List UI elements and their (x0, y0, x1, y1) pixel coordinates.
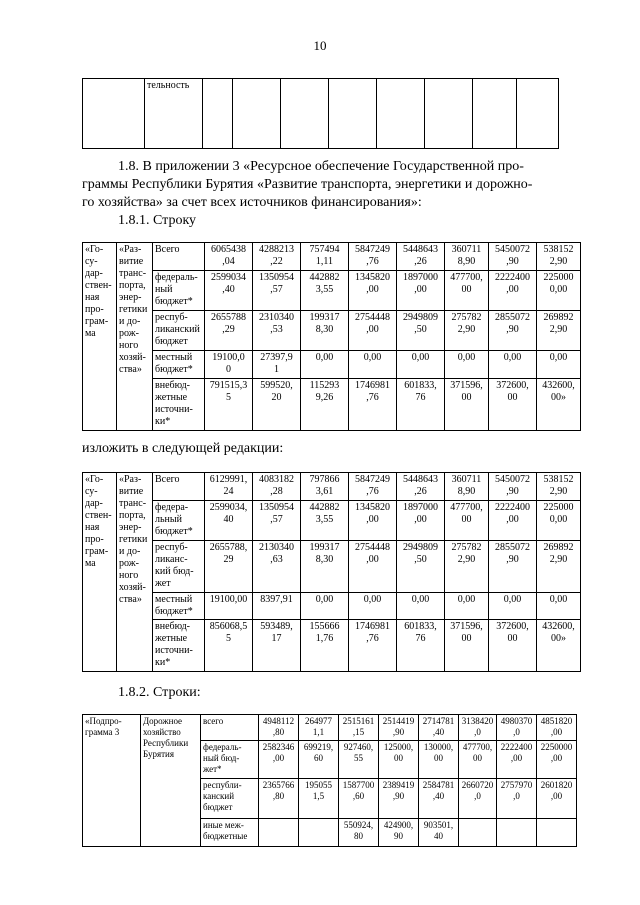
value-cell: 1746981 ,76 (349, 620, 397, 672)
source-label: федера- льный бюджет* (153, 501, 205, 541)
value-cell: 1350954 ,57 (253, 271, 301, 311)
value-cell: 19100,00 (205, 593, 253, 620)
table-cell (281, 79, 329, 149)
value-cell: 0,00 (397, 351, 445, 379)
value-cell: 360711 8,90 (445, 243, 489, 271)
value-cell: 2222400 ,00 (489, 271, 537, 311)
value-cell: 0,00 (397, 593, 445, 620)
value-cell: 593489, 17 (253, 620, 301, 672)
value-cell: 477700, 00 (445, 271, 489, 311)
value-cell: 927460, 55 (339, 741, 379, 779)
table-cell: тельность (145, 79, 203, 149)
source-label: респуб- ликанс- кий бюд- жет (153, 541, 205, 593)
subprogram-name-cell: «Подпро- грамма 3 (83, 715, 141, 847)
value-cell: 2714781 ,40 (419, 715, 459, 741)
table-cell (377, 79, 425, 149)
value-cell: 477700, 00 (445, 501, 489, 541)
value-cell: 372600, 00 (489, 620, 537, 672)
value-cell: 1350954 ,57 (253, 501, 301, 541)
value-cell: 2222400 ,00 (489, 501, 537, 541)
value-cell: 699219, 60 (299, 741, 339, 779)
value-cell: 2660720 ,0 (459, 779, 497, 819)
value-cell (537, 819, 577, 847)
value-cell: 2515161 ,15 (339, 715, 379, 741)
value-cell: 2949809 ,50 (397, 311, 445, 351)
value-cell: 195055 1,5 (299, 779, 339, 819)
value-cell: 797866 3,61 (301, 473, 349, 501)
value-cell: 6065438 ,04 (205, 243, 253, 271)
table-cell (473, 79, 517, 149)
value-cell (497, 819, 537, 847)
paragraph-1-8 (82, 158, 562, 212)
value-cell: 3138420 ,0 (459, 715, 497, 741)
value-cell: 2855072 ,90 (489, 311, 537, 351)
value-cell: 199317 8,30 (301, 541, 349, 593)
value-cell: 442882 3,55 (301, 501, 349, 541)
value-cell: 2655788 ,29 (205, 311, 253, 351)
value-cell: 2365766 ,80 (259, 779, 299, 819)
value-cell: 2599034, 40 (205, 501, 253, 541)
value-cell: 275782 2,90 (445, 311, 489, 351)
value-cell: 538152 2,90 (537, 473, 581, 501)
value-cell: 4948112 ,80 (259, 715, 299, 741)
value-cell: 0,00 (445, 593, 489, 620)
value-cell: 371596, 00 (445, 620, 489, 672)
value-cell: 371596, 00 (445, 379, 489, 431)
resource-table-new (82, 472, 581, 672)
paragraph-redaction: изложить в следующей редакции: (82, 441, 284, 456)
resource-table-old (82, 242, 581, 431)
value-cell: 2655788, 29 (205, 541, 253, 593)
source-label: федераль- ный бюд- жет* (201, 741, 259, 779)
value-cell: 5450072 ,90 (489, 473, 537, 501)
value-cell: 2514419 ,90 (379, 715, 419, 741)
value-cell: 264977 1,1 (299, 715, 339, 741)
value-cell: 2754448 ,00 (349, 311, 397, 351)
value-cell: 601833, 76 (397, 379, 445, 431)
value-cell: 360711 8,90 (445, 473, 489, 501)
value-cell: 19100,0 0 (205, 351, 253, 379)
value-cell: 4851820 ,00 (537, 715, 577, 741)
value-cell: 601833, 76 (397, 620, 445, 672)
subprogram-table (82, 714, 577, 847)
value-cell: 599520, 20 (253, 379, 301, 431)
source-label: местный бюджет* (153, 593, 205, 620)
value-cell: 1897000 ,00 (397, 501, 445, 541)
value-cell: 2250000 ,00 (537, 741, 577, 779)
value-cell: 0,00 (537, 593, 581, 620)
source-label: федераль- ный бюджет* (153, 271, 205, 311)
value-cell: 1897000 ,00 (397, 271, 445, 311)
value-cell: 442882 3,55 (301, 271, 349, 311)
value-cell: 0,00 (301, 351, 349, 379)
value-cell: 5448643 ,26 (397, 473, 445, 501)
program-title-cell: «Раз- витие транс- порта, энер- гетики и до- рож- ного хозяй- ства» (117, 473, 153, 672)
program-name-cell: «Го- су- дар- ствен- ная про- грам- ма (83, 473, 117, 672)
value-cell: 4288213 ,22 (253, 243, 301, 271)
source-label: респуб- ликанский бюджет (153, 311, 205, 351)
value-cell: 2599034 ,40 (205, 271, 253, 311)
source-label: республи- канский бюджет (201, 779, 259, 819)
value-cell: 0,00 (349, 593, 397, 620)
value-cell: 2130340 ,63 (253, 541, 301, 593)
paragraph-line: 1.8. В приложении 3 «Ресурсное обеспечение Государственной про- (118, 159, 524, 174)
subprogram-title-cell: Дорожное хозяйство Республики Бурятия (141, 715, 201, 847)
value-cell: 477700, 00 (459, 741, 497, 779)
value-cell: 2949809 ,50 (397, 541, 445, 593)
value-cell: 0,00 (349, 351, 397, 379)
value-cell: 538152 2,90 (537, 243, 581, 271)
paragraph-line: граммы Республики Бурятия «Развитие транспорта, энергетики и дорожно- (82, 177, 533, 192)
value-cell (259, 819, 299, 847)
value-cell: 5448643 ,26 (397, 243, 445, 271)
table-cell (517, 79, 559, 149)
value-cell: 115293 9,26 (301, 379, 349, 431)
value-cell: 6129991, 24 (205, 473, 253, 501)
value-cell: 0,00 (489, 351, 537, 379)
value-cell (459, 819, 497, 847)
value-cell: 269892 2,90 (537, 311, 581, 351)
value-cell: 155666 1,76 (301, 620, 349, 672)
paragraph-1-8-2: 1.8.2. Строки: (118, 685, 201, 700)
table-cell (425, 79, 473, 149)
value-cell: 2754448 ,00 (349, 541, 397, 593)
source-label: иные меж- бюджетные (201, 819, 259, 847)
value-cell: 2757970 ,0 (497, 779, 537, 819)
value-cell: 4980370 ,0 (497, 715, 537, 741)
value-cell: 550924, 80 (339, 819, 379, 847)
value-cell: 372600, 00 (489, 379, 537, 431)
value-cell: 2222400 ,00 (497, 741, 537, 779)
source-label: всего (201, 715, 259, 741)
value-cell: 2601820 ,00 (537, 779, 577, 819)
value-cell: 8397,91 (253, 593, 301, 620)
value-cell: 757494 1,11 (301, 243, 349, 271)
value-cell: 5450072 ,90 (489, 243, 537, 271)
value-cell: 1345820 ,00 (349, 501, 397, 541)
value-cell: 0,00 (489, 593, 537, 620)
value-cell: 0,00 (537, 351, 581, 379)
value-cell: 2310340 ,53 (253, 311, 301, 351)
source-label: Всего (153, 473, 205, 501)
value-cell: 4083182 ,28 (253, 473, 301, 501)
value-cell: 5847249 ,76 (349, 473, 397, 501)
value-cell: 424900, 90 (379, 819, 419, 847)
value-cell: 432600, 00» (537, 379, 581, 431)
value-cell: 0,00 (445, 351, 489, 379)
value-cell: 2389419 ,90 (379, 779, 419, 819)
value-cell: 2855072 ,90 (489, 541, 537, 593)
value-cell: 125000, 00 (379, 741, 419, 779)
value-cell: 2582346 ,00 (259, 741, 299, 779)
value-cell: 130000, 00 (419, 741, 459, 779)
value-cell: 225000 0,00 (537, 501, 581, 541)
program-title-cell: «Раз- витие транс- порта, энер- гетики и до- рож- ного хозяй- ства» (117, 243, 153, 431)
value-cell: 5847249 ,76 (349, 243, 397, 271)
table-cell (83, 79, 145, 149)
table-cell (203, 79, 233, 149)
value-cell: 856068,5 5 (205, 620, 253, 672)
page-number: 10 (313, 38, 327, 53)
source-label: Всего (153, 243, 205, 271)
value-cell: 791515,3 5 (205, 379, 253, 431)
program-name-cell: «Го- су- дар- ствен- ная про- грам- ма (83, 243, 117, 431)
value-cell: 275782 2,90 (445, 541, 489, 593)
paragraph-1-8-1: 1.8.1. Строку (118, 213, 197, 228)
value-cell: 0,00 (301, 593, 349, 620)
paragraph-line: го хозяйства» за счет всех источников финансирования»: (82, 195, 422, 210)
value-cell: 225000 0,00 (537, 271, 581, 311)
table-cell (329, 79, 377, 149)
table-cell (233, 79, 281, 149)
value-cell: 1345820 ,00 (349, 271, 397, 311)
value-cell: 903501, 40 (419, 819, 459, 847)
value-cell: 2584781 ,40 (419, 779, 459, 819)
value-cell (299, 819, 339, 847)
value-cell: 199317 8,30 (301, 311, 349, 351)
continuation-table (82, 78, 559, 149)
value-cell: 432600, 00» (537, 620, 581, 672)
source-label: внебюд- жетные источни- ки* (153, 379, 205, 431)
source-label: местный бюджет* (153, 351, 205, 379)
value-cell: 27397,9 1 (253, 351, 301, 379)
source-label: внебюд- жетные источни- ки* (153, 620, 205, 672)
value-cell: 1587700 ,60 (339, 779, 379, 819)
value-cell: 269892 2,90 (537, 541, 581, 593)
value-cell: 1746981 ,76 (349, 379, 397, 431)
